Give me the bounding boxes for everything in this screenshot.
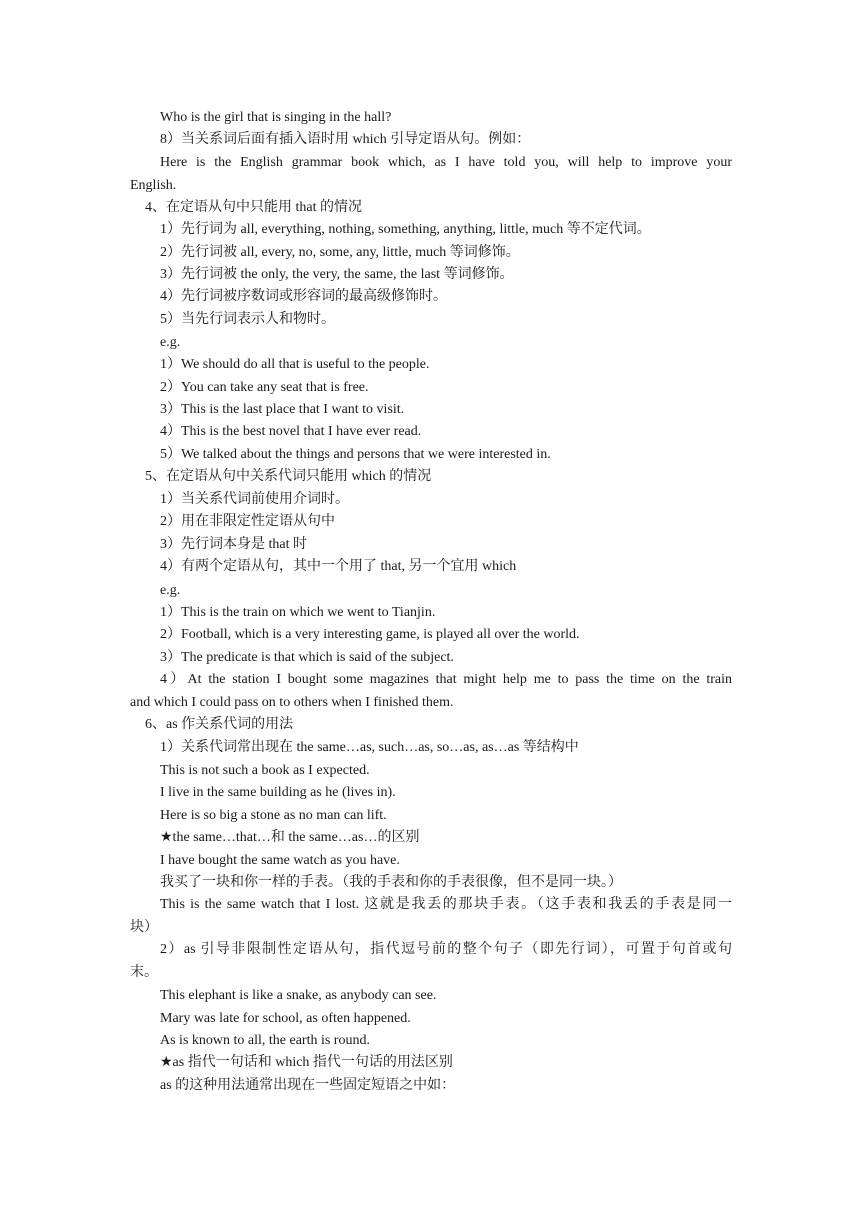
text-line: 8）当关系词后面有插入语时用 which 引导定语从句。例如：	[160, 132, 531, 147]
text-line: This is the same watch that I lost. 这就是我丢的那块手表。（这手表和我丢的手表是同一	[160, 897, 732, 912]
text-line: 1）先行词为 all, everything, nothing, something, anything, little, much 等不定代词。	[160, 222, 651, 237]
text-line: 4）有两个定语从句，其中一个用了 that, 另一个宜用 which	[160, 559, 517, 574]
text-line: 2）You can take any seat that is free.	[160, 380, 369, 395]
text-line: Mary was late for school, as often happened.	[160, 1011, 411, 1026]
text-line: 5）We talked about the things and persons that we were interested in.	[160, 447, 551, 462]
text-line: 3）This is the last place that I want to visit.	[160, 402, 405, 417]
text-line: Here is the English grammar book which, as I have told you, will help to improve your	[160, 155, 732, 170]
text-line: 块）	[130, 920, 158, 935]
text-line: I live in the same building as he (lives in).	[160, 785, 396, 800]
text-line: As is known to all, the earth is round.	[160, 1033, 370, 1048]
text-line: 1）We should do all that is useful to the people.	[160, 357, 430, 372]
text-line: 3）先行词被 the only, the very, the same, the last 等词修饰。	[160, 267, 514, 282]
text-line: as 的这种用法通常出现在一些固定短语之中如：	[160, 1078, 456, 1093]
text-line: This is not such a book as I expected.	[160, 763, 370, 778]
text-line: 2）用在非限定性定语从句中	[160, 514, 335, 529]
text-line: Here is so big a stone as no man can lift.	[160, 808, 387, 823]
text-line: 末。	[130, 965, 158, 980]
section-heading: 4、在定语从句中只能用 that 的情况	[145, 200, 362, 215]
text-line: e.g.	[160, 335, 181, 350]
text-line: 1）This is the train on which we went to Tianjin.	[160, 605, 436, 620]
text-line: 4）This is the best novel that I have ever read.	[160, 424, 422, 439]
text-line: 1）关系代词常出现在 the same…as, such…as, so…as, as…as 等结构中	[160, 740, 579, 755]
text-line: 3）The predicate is that which is said of the subject.	[160, 650, 454, 665]
text-line: Who is the girl that is singing in the hall?	[160, 110, 392, 125]
text-line: 3）先行词本身是 that 时	[160, 537, 307, 552]
text-line: 1）当关系代词前使用介词时。	[160, 492, 349, 507]
text-line: ★as 指代一句话和 which 指代一句话的用法区别	[160, 1055, 453, 1070]
text-line: 4）先行词被序数词或形容词的最高级修饰时。	[160, 289, 447, 304]
text-line: English.	[130, 178, 177, 193]
section-heading: 6、as 作关系代词的用法	[145, 717, 294, 732]
text-line: I have bought the same watch as you have.	[160, 853, 400, 868]
text-line: ★the same…that…和 the same…as…的区别	[160, 830, 420, 845]
text-line: 2）Football, which is a very interesting game, is played all over the world.	[160, 627, 580, 642]
text-line: This elephant is like a snake, as anybody can see.	[160, 988, 437, 1003]
text-line: and which I could pass on to others when I finished them.	[130, 695, 454, 710]
text-line: e.g.	[160, 583, 181, 598]
section-heading: 5、在定语从句中关系代词只能用 which 的情况	[145, 469, 432, 484]
text-line: 2）as 引导非限制性定语从句，指代逗号前的整个句子（即先行词），可置于句首或句	[160, 942, 732, 957]
text-line: 4）At the station I bought some magazines that might help me to pass the time on the train	[160, 672, 732, 687]
text-line: 2）先行词被 all, every, no, some, any, little, much 等词修饰。	[160, 245, 520, 260]
text-line: 我买了一块和你一样的手表。（我的手表和你的手表很像，但不是同一块。）	[160, 875, 622, 890]
text-line: 5）当先行词表示人和物时。	[160, 312, 335, 327]
